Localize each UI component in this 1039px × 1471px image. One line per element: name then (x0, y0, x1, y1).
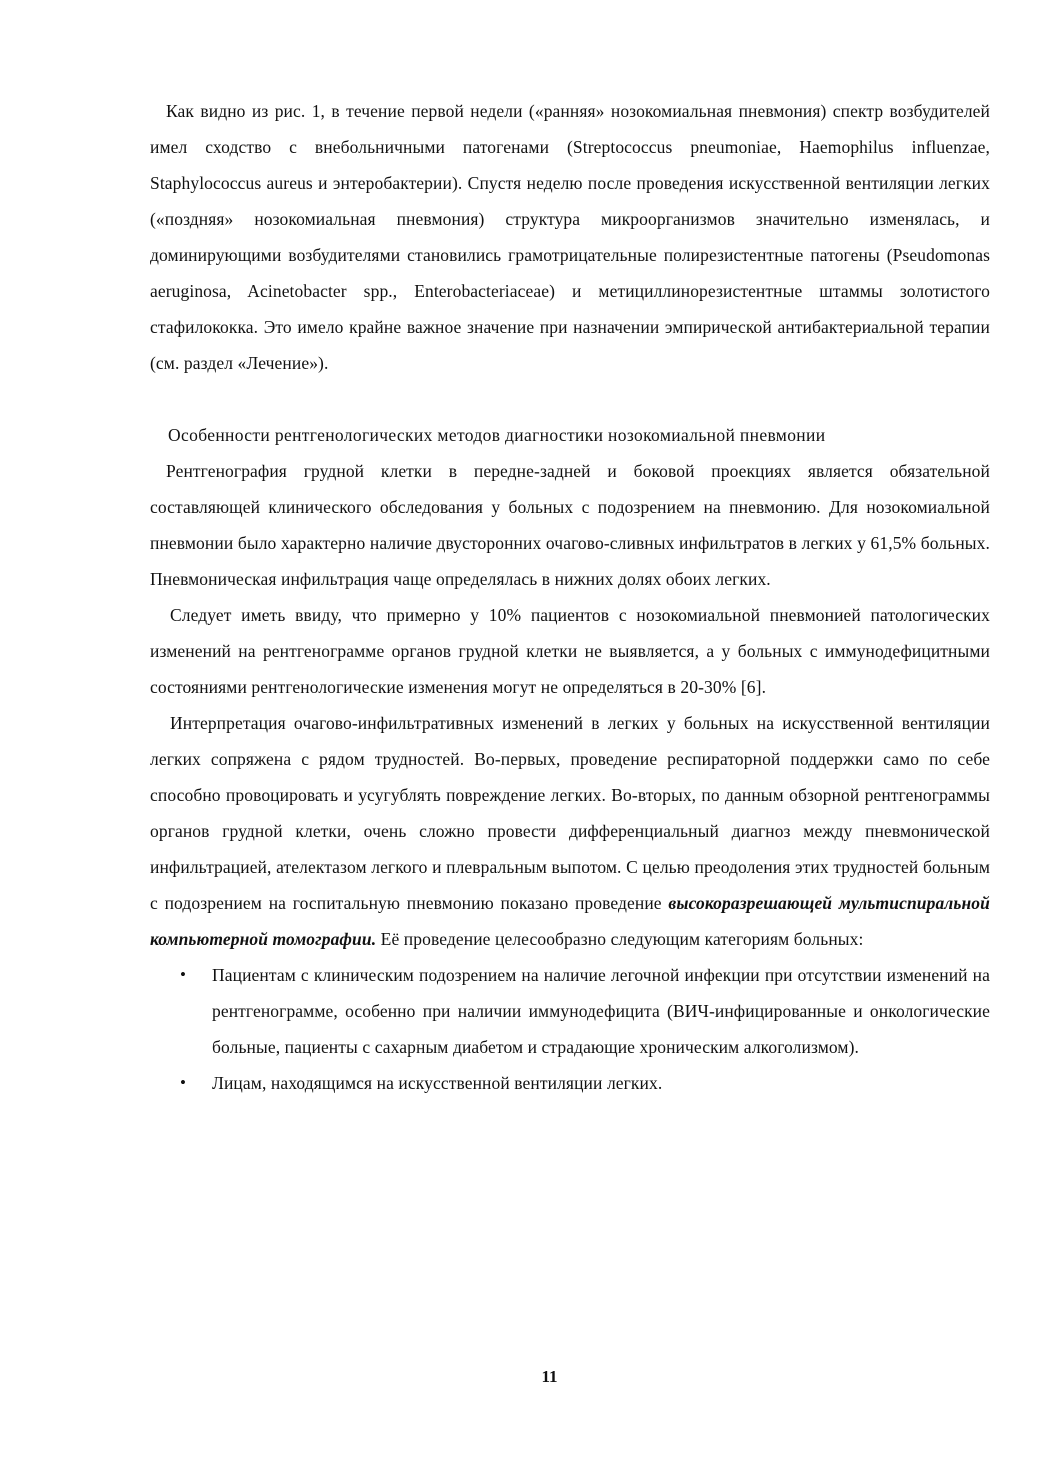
ct-emphasis: высокоразрешающей мультиспиральной компьютерной томографии. (150, 893, 990, 949)
paragraph-radiography: Рентгенография грудной клетки в передне-задней и боковой проекциях является обязательной составляющей клинического обследования у больных с подозрением на пневмонию. Для нозокомиальной пневмонии было характерно наличие двусторонних очагово-сливных инфильтратов в легких у 61,5% больных. Пневмоническая инфильтрация чаще определялась в нижних долях обоих легких. (150, 461, 990, 589)
list-item (150, 957, 990, 1065)
interpretation-tail: Её проведение целесообразно следующим категориям больных: (380, 929, 864, 949)
interpretation-text: Интерпретация очагово-инфильтративных изменений в легких у больных на искусственной вентиляции легких сопряжена с рядом трудностей. Во-первых, проведение респираторной поддержки само по себе способно провоцировать и усугублять повреждение легких. Во-вторых, по данным обзорной рентгенограммы органов грудной клетки, очень сложно провести дифференциальный диагноз между пневмонической инфильтрацией, ателектазом легкого и плевральным выпотом. С целью преодоления этих трудностей больным с подозрением на госпитальную пневмонию показано проведение (150, 713, 990, 913)
list-item-text: Пациентам с клиническим подозрением на наличие легочной инфекции при отсутствии изменений на рентгенограмме, особенно при наличии иммунодефицита (ВИЧ-инфицированные и онкологические больные, пациенты с сахарным диабетом и страдающие хроническим алкоголизмом). (212, 965, 990, 1057)
document-page (150, 93, 990, 1101)
indications-list (150, 957, 990, 1101)
list-item (150, 1065, 990, 1101)
page-number: 11 (541, 1367, 558, 1386)
paragraph-pathogen-spectrum: Как видно из рис. 1, в течение первой недели («ранняя» нозокомиальная пневмония) спектр возбудителей имел сходство с внебольничными патогенами (Streptococcus pneumoniae, Haemophilus influenzae, Staphylococcus aureus и энтеробактерии). Спустя неделю после проведения искусственной вентиляции легких («поздняя» нозокомиальная пневмония) структура микроорганизмов значительно изменялась, и доминирующими возбудителями становились грамотрицательные полирезистентные патогены (Pseudomonas aeruginosa, Acinetobacter spp., Enterobacteriaceae) и метициллинорезистентные штаммы золотистого стафилококка. Это имело крайне важное значение при назначении эмпирической антибактериальной терапии (см. раздел «Лечение»). (150, 101, 990, 373)
bullet-icon: • (180, 1073, 187, 1092)
paragraph-interpretation (150, 705, 990, 957)
bullet-icon: • (180, 965, 187, 984)
paragraph-no-changes: Следует иметь ввиду, что примерно у 10% пациентов с нозокомиальной пневмонией патологических изменений на рентгенограмме органов грудной клетки не выявляется, а у больных с иммунодефицитными состояниями рентгенологические изменения могут не определяться в 20-30% [6]. (150, 605, 990, 697)
list-item-text: Лицам, находящимся на искусственной вентиляции легких. (212, 1073, 663, 1093)
section-heading: Особенности рентгенологических методов диагностики нозокомиальной пневмонии (168, 425, 826, 445)
